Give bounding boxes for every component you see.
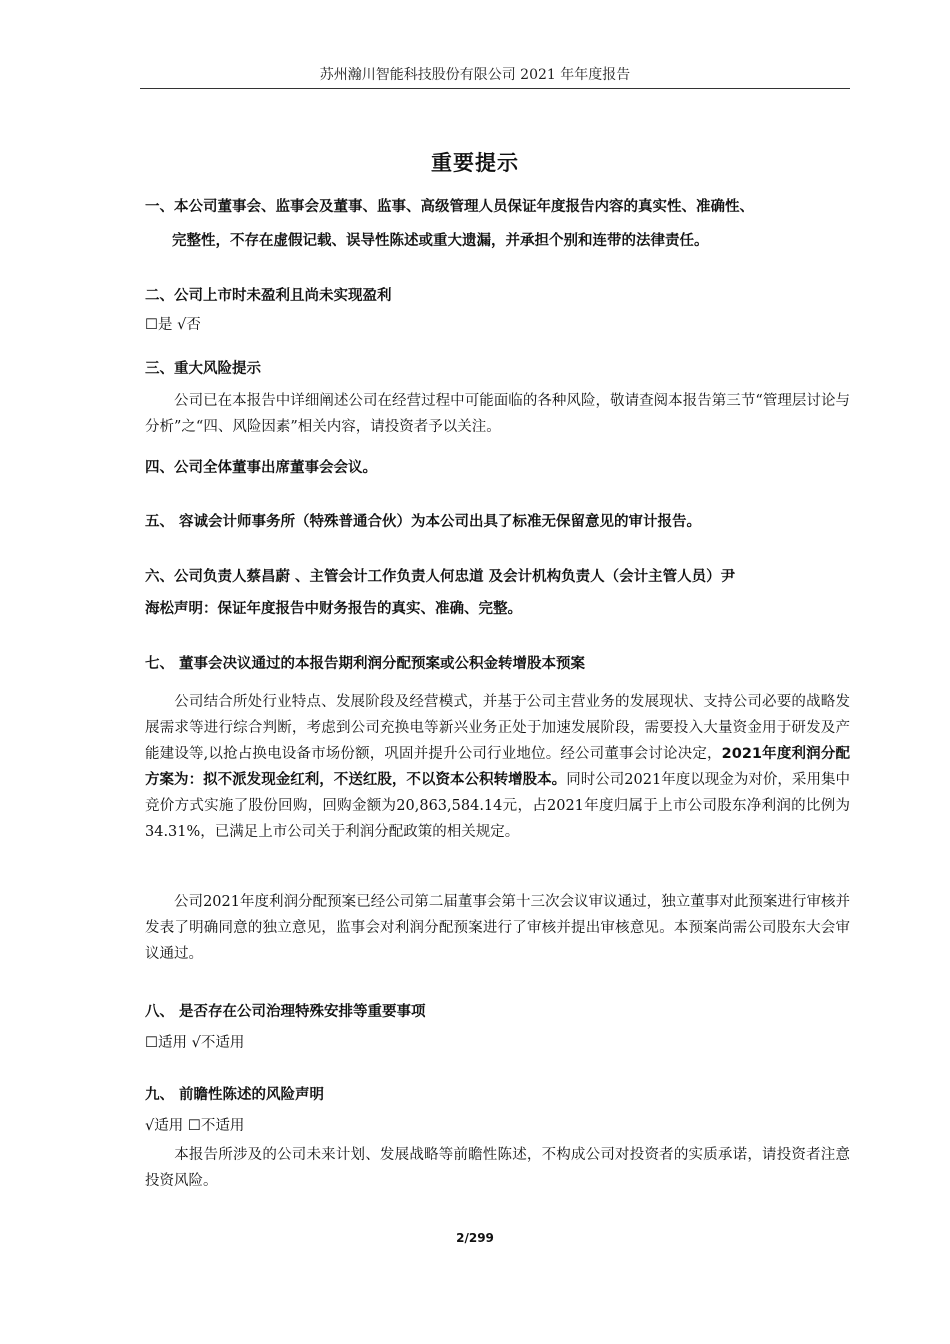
section-3-body (145, 388, 850, 440)
section-2-heading: 二、公司上市时未盈利且尚未实现盈利 (145, 288, 392, 304)
section-3-heading: 三、重大风险提示 (145, 361, 261, 377)
header-divider (140, 88, 850, 89)
section-9-text: 本报告所涉及的公司未来计划、发展战略等前瞻性陈述，不构成公司对投资者的实质承诺，请投资者注意投资风险。 (145, 1147, 850, 1189)
section-7-paragraph-1 (145, 689, 850, 845)
section-9-body (145, 1142, 850, 1194)
section-7-p1-bold: 2021年度利润分配方案为：拟不派发现金红利，不送红股，不以资本公积转增股本。 (145, 746, 850, 788)
section-4-heading: 四、公司全体董事出席董事会会议。 (145, 460, 377, 476)
page-header: 苏州瀚川智能科技股份有限公司 2021 年年度报告 (319, 67, 631, 83)
section-8-checkbox: ☐适用 √不适用 (145, 1035, 245, 1051)
section-7-heading: 七、 董事会决议通过的本报告期利润分配预案或公积金转增股本预案 (145, 656, 586, 672)
section-8-heading: 八、 是否存在公司治理特殊安排等重要事项 (145, 1004, 426, 1020)
page-title: 重要提示 (431, 151, 519, 175)
section-6-line-2: 海松声明：保证年度报告中财务报告的真实、准确、完整。 (145, 601, 522, 617)
section-2-checkbox: ☐是 √否 (145, 317, 201, 333)
section-9-checkbox: √适用 ☐不适用 (145, 1118, 245, 1134)
section-7-p1-text-b: 同时公司2021年度以现金为对价，采用集中竞价方式实施了股份回购，回购金额为20,863,584.14元，占2021年度归属于上市公司股东净利润的比例为34.31%，已满足上市公司关于利润分配政策的相关规定。 (145, 772, 850, 840)
section-9-heading: 九、 前瞻性陈述的风险声明 (145, 1087, 325, 1103)
section-7-paragraph-2 (145, 889, 850, 967)
section-6-line-1: 六、公司负责人蔡昌蔚 、主管会计工作负责人何忠道 及会计机构负责人（会计主管人员）尹 (145, 569, 736, 585)
section-1-line-1: 一、本公司董事会、监事会及董事、监事、高级管理人员保证年度报告内容的真实性、准确性、 (145, 199, 754, 215)
section-3-text: 公司已在本报告中详细阐述公司在经营过程中可能面临的各种风险，敬请查阅本报告第三节“管理层讨论与分析”之“四、风险因素”相关内容，请投资者予以关注。 (145, 393, 850, 435)
section-7-p2-text: 公司2021年度利润分配预案已经公司第二届董事会第十三次会议审议通过，独立董事对此预案进行审核并发表了明确同意的独立意见，监事会对利润分配预案进行了审核并提出审核意见。本预案尚需公司股东大会审议通过。 (145, 894, 850, 962)
section-1-line-2: 完整性，不存在虚假记载、误导性陈述或重大遗漏，并承担个别和连带的法律责任。 (172, 233, 709, 249)
page-number: 2/299 (456, 1231, 494, 1245)
section-7-p1-text-a: 公司结合所处行业特点、发展阶段及经营模式，并基于公司主营业务的发展现状、支持公司必要的战略发展需求等进行综合判断，考虑到公司充换电等新兴业务正处于加速发展阶段，需要投入大量资金用于研发及产能建设等,以抢占换电设备市场份额，巩固并提升公司行业地位。经公司董事会讨论决定， (145, 694, 850, 762)
section-5-heading: 五、 容诚会计师事务所（特殊普通合伙）为本公司出具了标准无保留意见的审计报告。 (145, 514, 702, 530)
